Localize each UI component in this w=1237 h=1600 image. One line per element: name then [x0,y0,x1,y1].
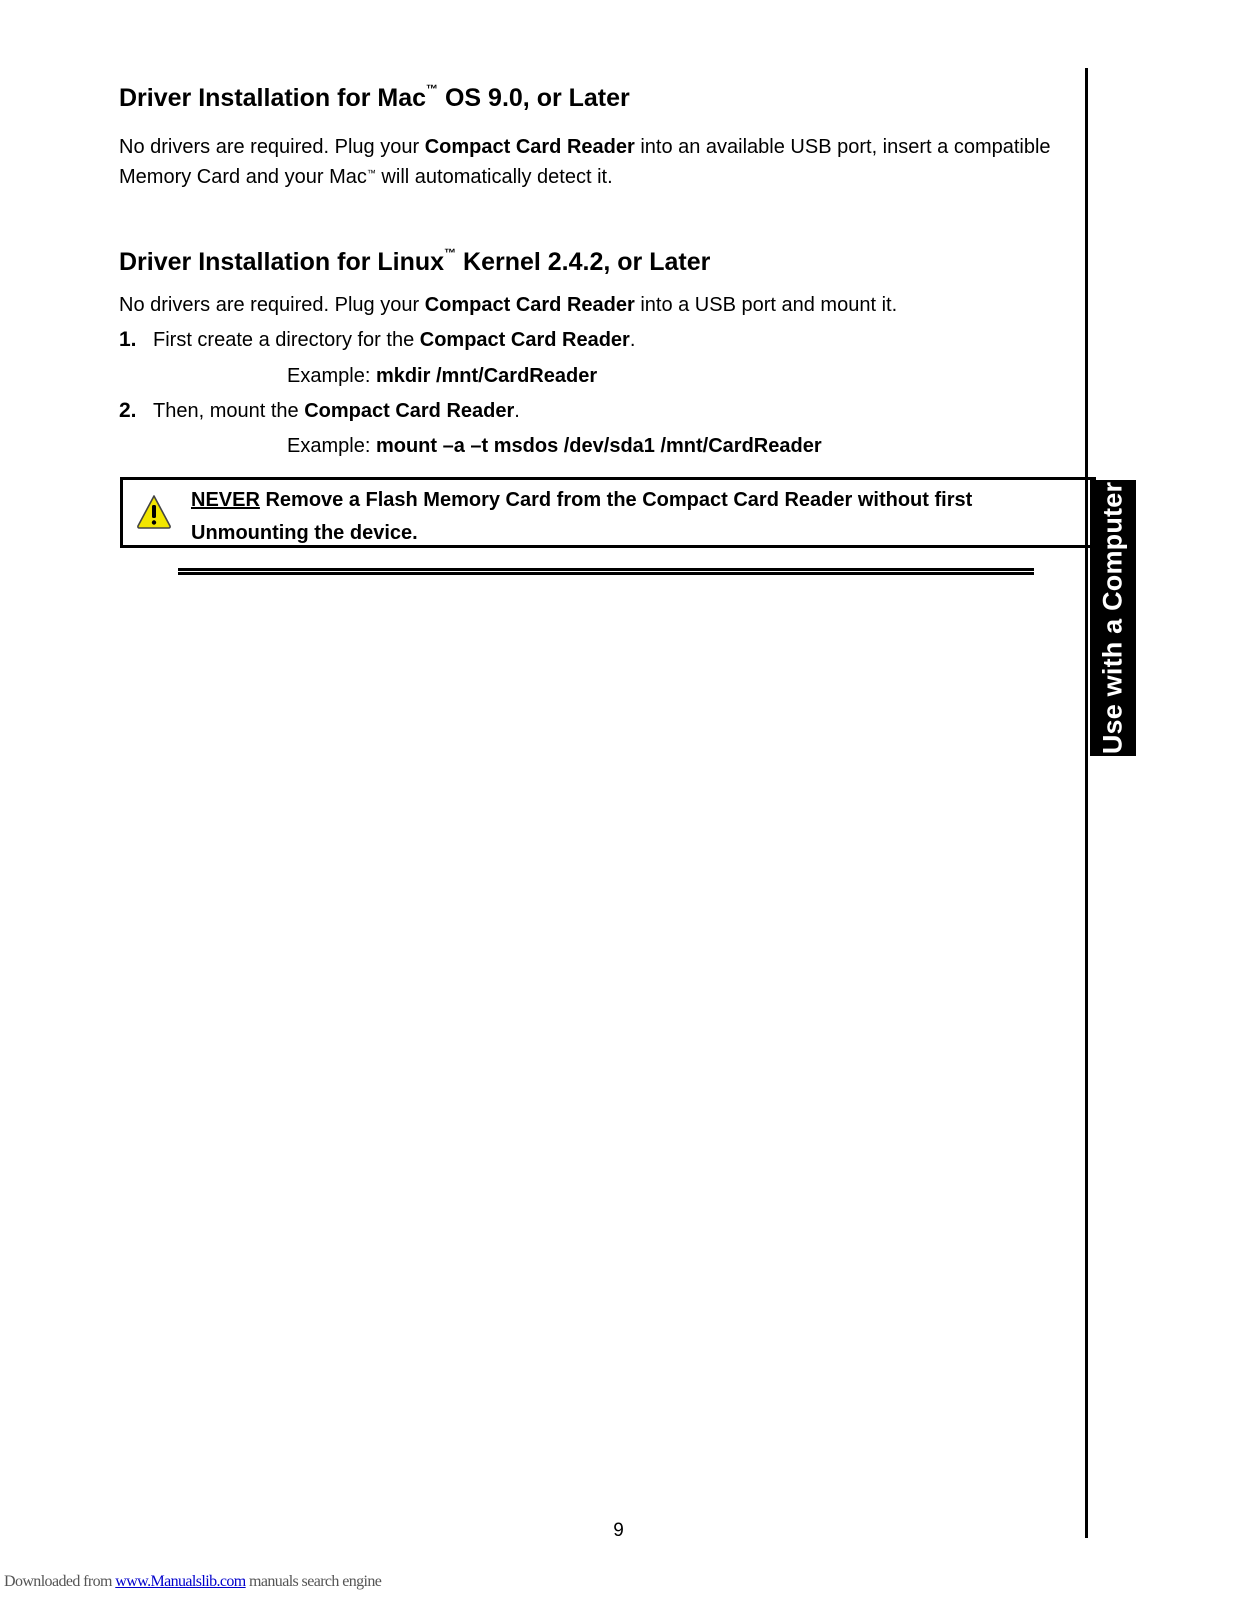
heading-linux-suffix: Kernel 2.4.2, or Later [456,248,711,276]
step-2-example [287,431,822,461]
chapter-tab-label: Use with a Computer [1097,481,1128,755]
mac-paragraph-line1 [119,132,1051,162]
step-text: Then, mount the [153,400,305,422]
download-footer [4,1573,381,1591]
linux-para-text: No drivers are required. Plug your [119,294,425,316]
linux-para-product: Compact Card Reader [424,294,635,316]
step-number: 2. [119,399,137,422]
mac-para-product: Compact Card Reader [424,136,635,158]
mac-para-text-2: into an available USB port, insert a compatible [634,136,1051,158]
trademark-symbol: ™ [444,246,457,260]
step-1-text [153,325,635,355]
step-2 [119,396,137,426]
example-command: mount –a –t msdos /dev/sda1 /mnt/CardReader [375,435,822,457]
heading-mac-suffix: OS 9.0, or Later [438,84,630,112]
step-text-end: . [629,329,636,351]
section-divider [178,568,1034,575]
footer-suffix: manuals search engine [245,1573,382,1590]
mac-para-line2-prefix: Memory Card and your Mac [119,166,367,188]
page-number: 9 [613,1520,624,1541]
trademark-symbol-small: ™ [366,168,376,178]
linux-para-text-2: into a USB port and mount it. [634,294,898,316]
warning-emphasis: NEVER [191,489,260,511]
warning-text-line1: Remove a Flash Memory Card from the Compact Card Reader without first [259,489,973,511]
heading-linux-prefix: Driver Installation for Linux [119,248,445,276]
linux-paragraph [119,290,897,320]
warning-triangle-icon [136,494,172,530]
step-1-example [287,361,597,391]
chapter-tab [1090,480,1136,756]
mac-paragraph-line2 [119,162,613,192]
step-text: First create a directory for the [153,329,420,351]
step-text-end: . [514,400,520,422]
mac-para-text: No drivers are required. Plug your [119,136,425,158]
warning-text [191,484,1081,550]
step-2-text [153,396,520,426]
example-label: Example: [287,435,376,457]
heading-linux [119,248,710,277]
heading-mac [119,84,630,113]
example-command: mkdir /mnt/CardReader [375,365,598,387]
warning-text-line2: Unmounting the device. [191,522,418,544]
mac-para-line2-suffix: will automatically detect it. [375,166,613,188]
page-edge-rule [1085,68,1088,1538]
step-product: Compact Card Reader [419,329,630,351]
warning-box [120,477,1096,548]
heading-mac-prefix: Driver Installation for Mac [119,84,427,112]
step-number: 1. [119,328,137,351]
manualslib-link[interactable]: www.Manualslib.com [115,1573,246,1590]
trademark-symbol: ™ [426,82,439,96]
example-label: Example: [287,365,376,387]
step-product: Compact Card Reader [304,400,515,422]
step-1 [119,325,137,355]
footer-prefix: Downloaded from [4,1573,116,1590]
